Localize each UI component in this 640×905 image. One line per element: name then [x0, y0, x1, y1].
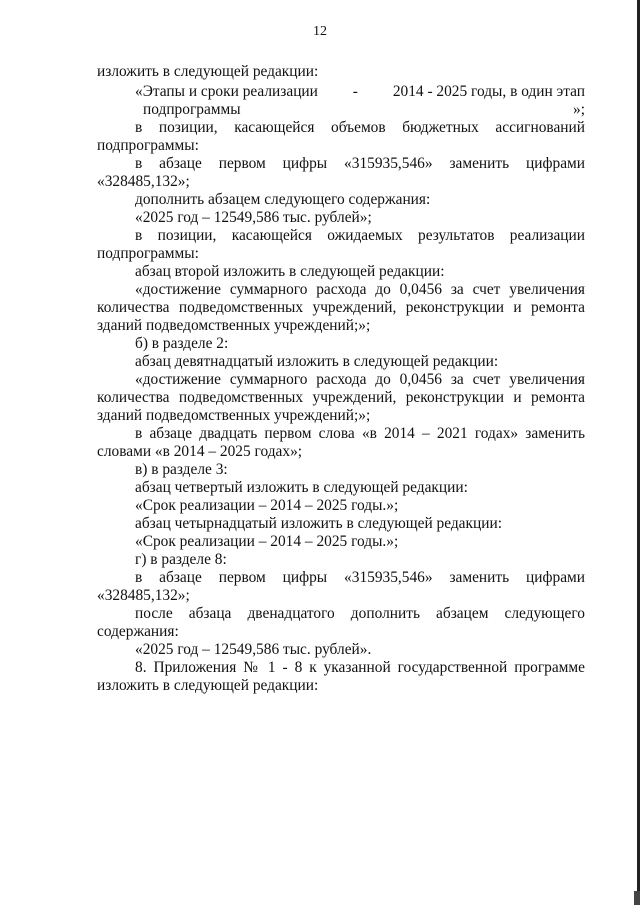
text-line: в абзаце первом цифры «315935,546» заменить цифрами	[135, 155, 585, 172]
text-line: «2025 год – 12549,586 тыс. рублей».	[135, 641, 372, 658]
text-line: абзац четырнадцатый изложить в следующей редакции:	[135, 515, 502, 532]
text-line: «достижение суммарного расхода до 0,0456 за счет увеличения	[135, 281, 585, 298]
text-line: в) в разделе 3:	[135, 461, 228, 478]
text-line: дополнить абзацем следующего содержания:	[135, 191, 431, 208]
text-line: б) в разделе 2:	[135, 335, 229, 352]
text-line: «2025 год – 12549,586 тыс. рублей»;	[135, 209, 372, 226]
text-line: в позиции, касающейся ожидаемых результатов реализации	[135, 227, 585, 244]
text-line: количества подведомственных учреждений, реконструкции и ремонта	[97, 299, 585, 316]
text-line: после абзаца двенадцатого дополнить абзацем следующего	[135, 605, 585, 622]
text-line: словами «в 2014 – 2025 годах»;	[97, 443, 303, 460]
text-line: г) в разделе 8:	[135, 551, 227, 568]
text-line: количества подведомственных учреждений, реконструкции и ремонта	[97, 389, 585, 406]
stage-label-cont: подпрограммы	[143, 101, 241, 118]
stage-label: «Этапы и сроки реализации	[135, 83, 318, 100]
text-line: в абзаце двадцать первом слова «в 2014 – 2021 годах» заменить	[135, 425, 585, 442]
text-line: абзац четвертый изложить в следующей редакции:	[135, 479, 468, 496]
text-line: «Срок реализации – 2014 – 2025 годы.»;	[135, 533, 399, 550]
text-line: подпрограммы:	[97, 137, 199, 154]
stage-close-quote: »;	[573, 101, 585, 118]
stage-dash: -	[352, 83, 358, 100]
text-line: «328485,132»;	[97, 173, 190, 190]
text-line: абзац девятнадцатый изложить в следующей редакции:	[135, 353, 499, 370]
text-line: «Срок реализации – 2014 – 2025 годы.»;	[135, 497, 399, 514]
text-line: в абзаце первом цифры «315935,546» заменить цифрами	[135, 569, 585, 586]
text-line: подпрограммы:	[97, 245, 199, 262]
text-line: изложить в следующей редакции:	[97, 677, 319, 694]
text-line: изложить в следующей редакции:	[97, 63, 319, 80]
text-line: 8. Приложения № 1 - 8 к указанной государственной программе	[135, 659, 585, 676]
program-stage-row	[135, 82, 585, 102]
text-line: содержания:	[97, 623, 179, 640]
text-line: «328485,132»;	[97, 587, 190, 604]
text-line: зданий подведомственных учреждений;»;	[97, 317, 371, 334]
text-line: «достижение суммарного расхода до 0,0456 за счет увеличения	[135, 371, 585, 388]
program-stage-row-2	[143, 100, 585, 120]
text-line: абзац второй изложить в следующей редакции:	[135, 263, 445, 280]
text-line: в позиции, касающейся объемов бюджетных ассигнований	[135, 119, 585, 136]
stage-value: 2014 - 2025 годы, в один этап	[392, 83, 585, 100]
scan-edge-tail	[634, 891, 640, 905]
text-line: зданий подведомственных учреждений;»;	[97, 407, 371, 424]
page-number: 12	[313, 24, 327, 39]
